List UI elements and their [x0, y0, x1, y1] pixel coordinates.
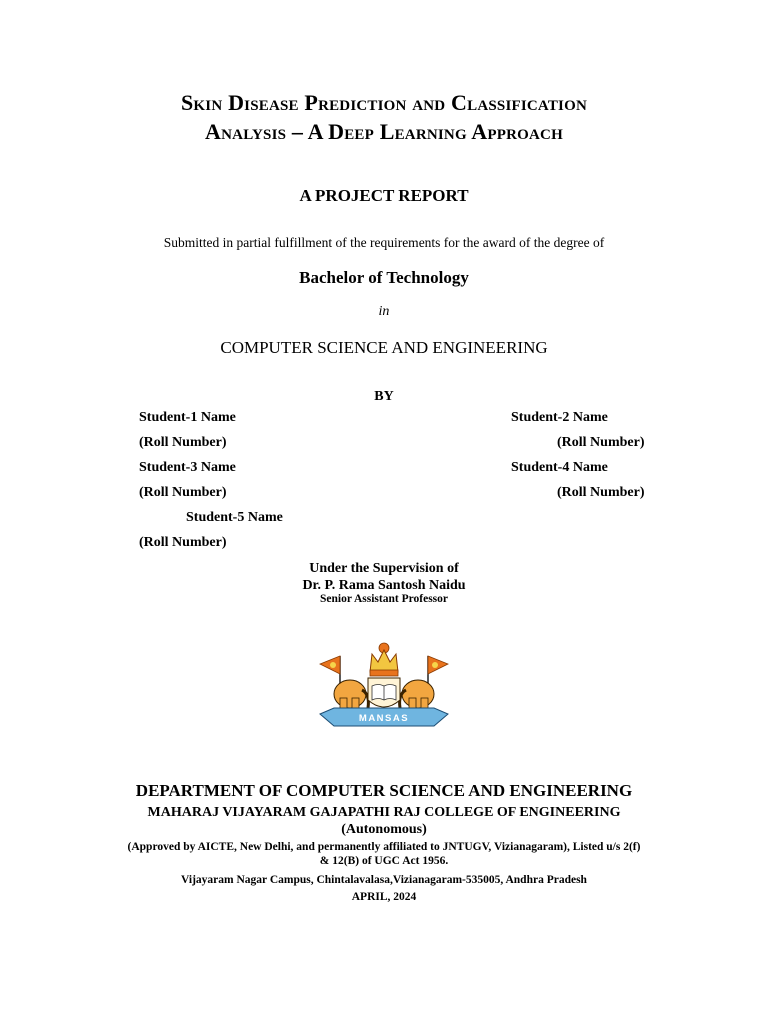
- student-1-roll: (Roll Number): [139, 435, 227, 450]
- title-line-2: Analysis – A Deep Learning Approach: [205, 119, 563, 144]
- degree-name: Bachelor of Technology: [299, 268, 469, 287]
- report-date: APRIL, 2024: [351, 891, 417, 903]
- submitted-text: Submitted in partial fulfillment of the requirements for the award of the degree of: [163, 235, 605, 250]
- student-2-name: Student-2 Name: [511, 410, 608, 425]
- student-5-name: Student-5 Name: [186, 510, 283, 525]
- supervisor-name: Dr. P. Rama Santosh Naidu: [302, 578, 466, 593]
- logo-text: MANSAS: [358, 713, 410, 724]
- supervisor-designation: Senior Assistant Professor: [320, 593, 448, 605]
- student-1-name: Student-1 Name: [139, 410, 236, 425]
- student-3-roll: (Roll Number): [139, 485, 227, 500]
- report-heading: A PROJECT REPORT: [299, 186, 469, 205]
- autonomous-label: (Autonomous): [341, 822, 427, 837]
- approval-line-2: & 12(B) of UGC Act 1956.: [319, 855, 449, 867]
- in-text: in: [378, 304, 390, 319]
- supervision-label: Under the Supervision of: [309, 561, 459, 576]
- mansas-emblem-icon: [312, 638, 456, 732]
- student-3-name: Student-3 Name: [139, 460, 236, 475]
- title-line-1: Skin Disease Prediction and Classification: [181, 90, 587, 115]
- student-4-roll: (Roll Number): [557, 485, 645, 500]
- college-name: MAHARAJ VIJAYARAM GAJAPATHI RAJ COLLEGE OF ENGINEERING: [147, 805, 621, 820]
- report-title: [0, 88, 768, 146]
- department-name: DEPARTMENT OF COMPUTER SCIENCE AND ENGINEERING: [135, 781, 633, 800]
- student-2-roll: (Roll Number): [557, 435, 645, 450]
- by-label: BY: [374, 389, 394, 404]
- college-address: Vijayaram Nagar Campus, Chintalavalasa,Vizianagaram-535005, Andhra Pradesh: [181, 874, 587, 886]
- branch-name: COMPUTER SCIENCE AND ENGINEERING: [220, 338, 548, 357]
- student-4-name: Student-4 Name: [511, 460, 608, 475]
- student-5-roll: (Roll Number): [139, 535, 227, 550]
- approval-line-1: (Approved by AICTE, New Delhi, and permanently affiliated to JNTUGV, Vizianagaram), Listed u/s 2(f): [127, 841, 641, 853]
